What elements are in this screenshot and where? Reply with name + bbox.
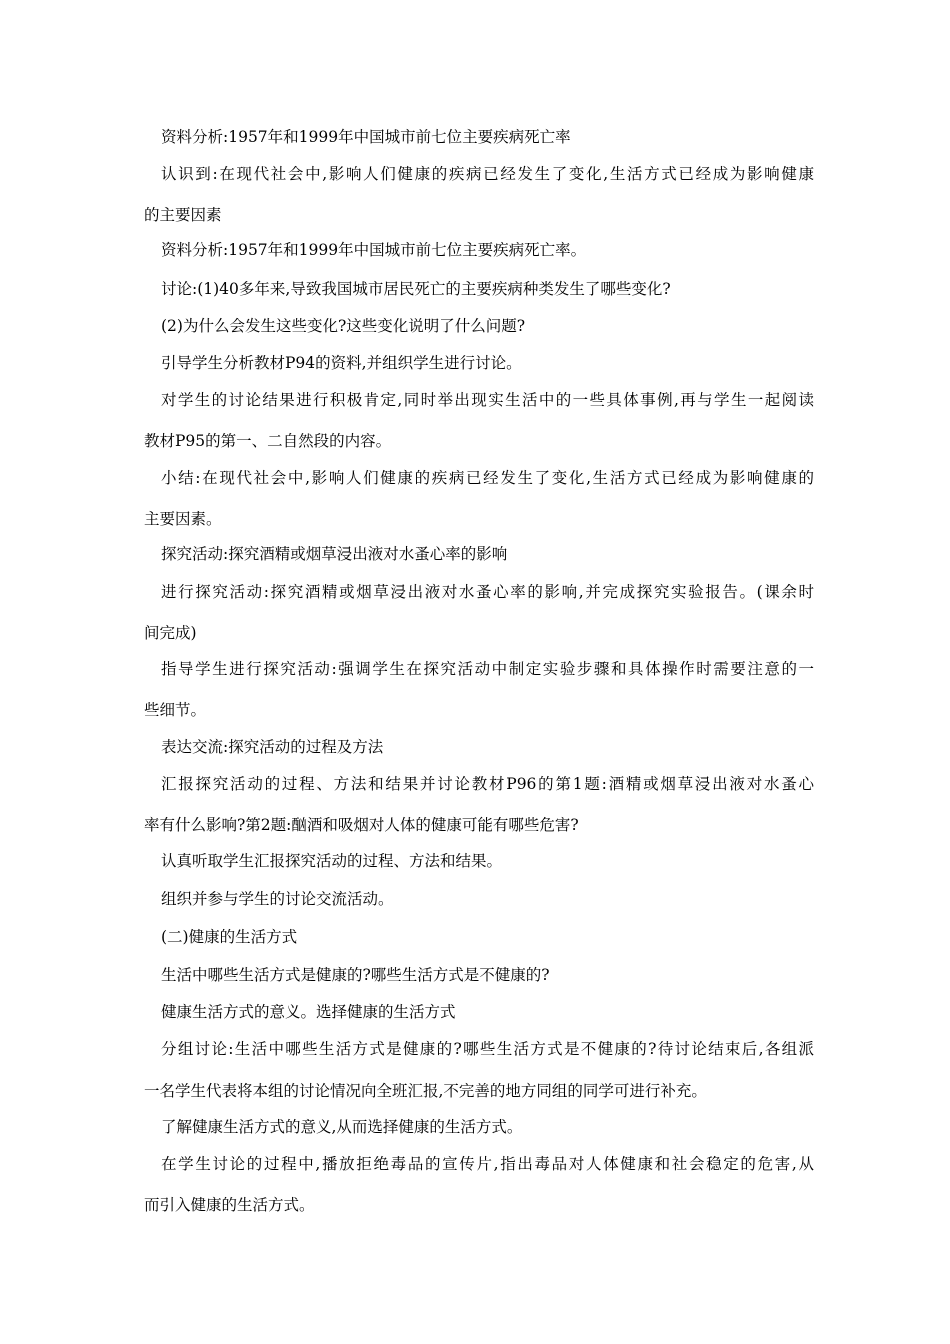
text-line: 率有什么影响?第2题:酗酒和吸烟对人体的健康可能有哪些危害? bbox=[144, 816, 579, 834]
text-line: 些细节。 bbox=[144, 701, 207, 719]
text-line: 指导学生进行探究活动:强调学生在探究活动中制定实验步骤和具体操作时需要注意的一 bbox=[161, 660, 814, 678]
text-line: 分组讨论:生活中哪些生活方式是健康的?哪些生活方式是不健康的?待讨论结束后,各组派 bbox=[161, 1040, 814, 1058]
text-line: 资料分析:1957年和1999年中国城市前七位主要疾病死亡率 bbox=[161, 128, 571, 146]
text-line: 的主要因素 bbox=[144, 206, 222, 224]
text-line: 认真听取学生汇报探究活动的过程、方法和结果。 bbox=[161, 852, 503, 870]
text-line: 进行探究活动:探究酒精或烟草浸出液对水蚤心率的影响,并完成探究实验报告。(课余时 bbox=[161, 583, 814, 601]
text-line: 间完成) bbox=[144, 624, 197, 642]
text-line: (2)为什么会发生这些变化?这些变化说明了什么问题? bbox=[161, 317, 526, 335]
text-line: 认识到:在现代社会中,影响人们健康的疾病已经发生了变化,生活方式已经成为影响健康 bbox=[161, 165, 814, 183]
text-line: 探究活动:探究酒精或烟草浸出液对水蚤心率的影响 bbox=[161, 545, 508, 563]
text-line: 在学生讨论的过程中,播放拒绝毒品的宣传片,指出毒品对人体健康和社会稳定的危害,从 bbox=[161, 1155, 814, 1173]
text-line: 教材P95的第一、二自然段的内容。 bbox=[144, 432, 392, 450]
text-line: (二)健康的生活方式 bbox=[161, 928, 298, 946]
text-line: 主要因素。 bbox=[144, 510, 222, 528]
text-line: 健康生活方式的意义。选择健康的生活方式 bbox=[161, 1003, 456, 1021]
text-line: 对学生的讨论结果进行积极肯定,同时举出现实生活中的一些具体事例,再与学生一起阅读 bbox=[161, 391, 814, 409]
text-line: 汇报探究活动的过程、方法和结果并讨论教材P96的第1题:酒精或烟草浸出液对水蚤心 bbox=[161, 775, 814, 793]
text-line: 组织并参与学生的讨论交流活动。 bbox=[161, 890, 394, 908]
text-line: 了解健康生活方式的意义,从而选择健康的生活方式。 bbox=[161, 1118, 523, 1136]
text-line: 小结:在现代社会中,影响人们健康的疾病已经发生了变化,生活方式已经成为影响健康的 bbox=[161, 469, 814, 487]
text-line: 讨论:(1)40多年来,导致我国城市居民死亡的主要疾病种类发生了哪些变化? bbox=[161, 280, 671, 298]
text-line: 而引入健康的生活方式。 bbox=[144, 1196, 315, 1214]
text-line: 生活中哪些生活方式是健康的?哪些生活方式是不健康的? bbox=[161, 966, 550, 984]
text-line: 资料分析:1957年和1999年中国城市前七位主要疾病死亡率。 bbox=[161, 241, 587, 259]
text-line: 引导学生分析教材P94的资料,并组织学生进行讨论。 bbox=[161, 354, 522, 372]
text-line: 表达交流:探究活动的过程及方法 bbox=[161, 738, 384, 756]
text-line: 一名学生代表将本组的讨论情况向全班汇报,不完善的地方同组的同学可进行补充。 bbox=[144, 1082, 707, 1100]
